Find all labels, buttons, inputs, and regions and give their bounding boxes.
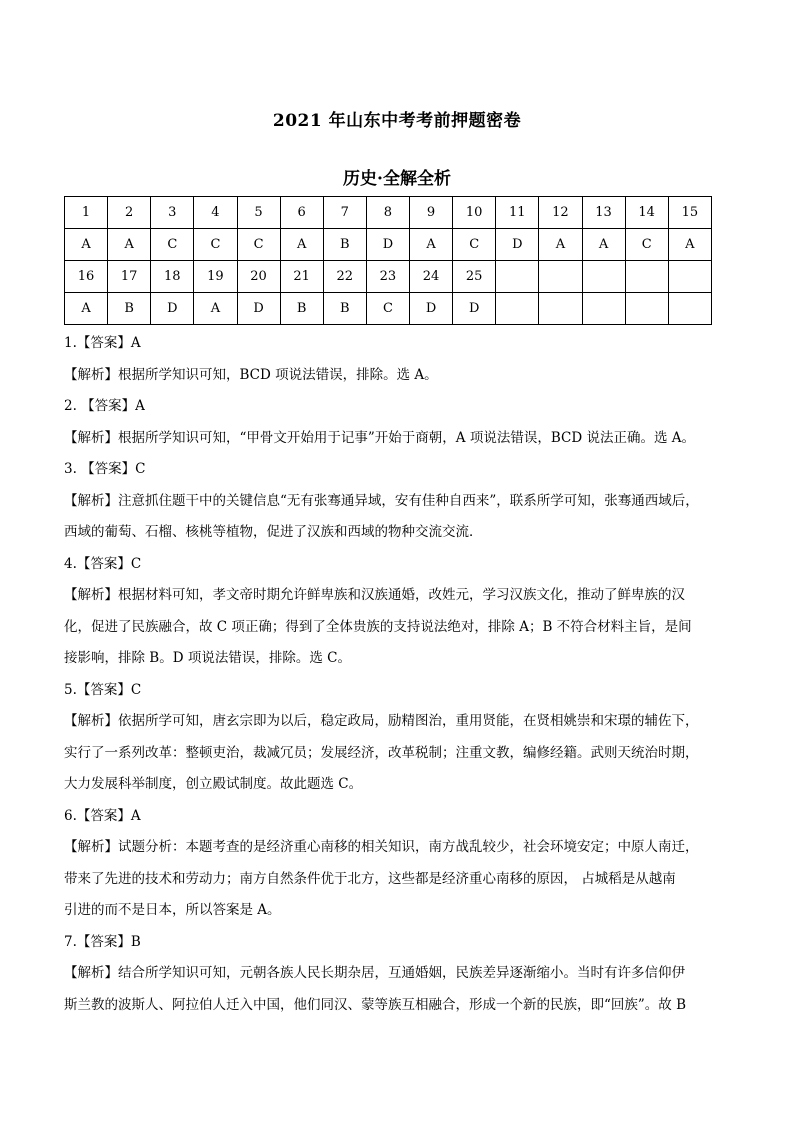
- question-number-cell: 11: [496, 197, 539, 229]
- answer-letter-cell: A: [539, 229, 582, 261]
- question-number-cell: 6: [280, 197, 323, 229]
- question-number-cell: 14: [625, 197, 668, 229]
- analysis-line: 【解析】结合所学知识可知，元朝各族人民长期杂居，互通婚姻，民族差异逐渐缩小。当时有许多信仰伊: [64, 965, 685, 981]
- answer-letter-cell: C: [237, 229, 280, 261]
- analysis-line: 斯兰教的波斯人、阿拉伯人迁入中国，他们同汉、蒙等族互相融合，形成一个新的民族，即“回族”。故 B: [64, 996, 687, 1013]
- question-number-cell: 15: [668, 197, 711, 229]
- question-number-cell: 3: [151, 197, 194, 229]
- question-number-cell: 25: [453, 261, 496, 293]
- question-number-cell: 24: [410, 261, 453, 293]
- answer-letter-cell: C: [453, 229, 496, 261]
- answer-letter-cell: B: [108, 293, 151, 325]
- answer-letter-cell: [539, 293, 582, 325]
- question-number-cell: 8: [366, 197, 409, 229]
- question-number-cell: [582, 261, 625, 293]
- question-number-cell: 17: [108, 261, 151, 293]
- question-number-cell: 21: [280, 261, 323, 293]
- analysis-line: 【解析】根据所学知识可知，“甲骨文开始用于记事”开始于商朝，A 项说法错误，BCD 说法正确。选 A。: [64, 429, 695, 446]
- answer-line: 5.【答案】C: [64, 681, 142, 698]
- answer-letter-cell: [625, 293, 668, 325]
- answer-letter-cell: A: [410, 229, 453, 261]
- answer-letter-cell: B: [280, 293, 323, 325]
- answer-line: 4.【答案】C: [64, 555, 142, 572]
- question-number-cell: 2: [108, 197, 151, 229]
- answer-table: [64, 196, 712, 325]
- question-number-cell: 16: [65, 261, 108, 293]
- solutions-body: [64, 328, 724, 1021]
- answer-letter-cell: B: [323, 229, 366, 261]
- question-number-cell: 20: [237, 261, 280, 293]
- answer-letter-cell: C: [625, 229, 668, 261]
- analysis-line: 【解析】注意抓住题干中的关键信息“无有张骞通异域，安有佳种自西来”，联系所学可知，张骞通西域后，: [64, 492, 699, 509]
- answer-letter-cell: A: [668, 229, 711, 261]
- analysis-line: 实行了一系列改革：整顿吏治，裁减冗员；发展经济，改革税制；注重文教，编修经籍。武则天统治时期，: [64, 744, 699, 761]
- question-number-row: [65, 261, 712, 293]
- answer-letter-cell: A: [65, 293, 108, 325]
- document-subtitle: 历史·全解全析: [343, 169, 451, 189]
- answer-line: 3. 【答案】C: [64, 461, 146, 477]
- analysis-line: 西域的葡萄、石榴、核桃等植物，促进了汉族和西域的物种交流交流．: [64, 524, 483, 540]
- question-number-cell: 5: [237, 197, 280, 229]
- question-number-cell: 13: [582, 197, 625, 229]
- question-number-cell: 7: [323, 197, 366, 229]
- answer-letter-cell: A: [280, 229, 323, 261]
- answer-letter-cell: D: [366, 229, 409, 261]
- answer-letter-row: [65, 293, 712, 325]
- analysis-line: 带来了先进的技术和劳动力；南方自然条件优于北方，这些都是经济重心南移的原因， 占城稻是从越南: [64, 870, 676, 887]
- answer-letter-cell: D: [410, 293, 453, 325]
- question-number-row: [65, 197, 712, 229]
- answer-letter-cell: A: [65, 229, 108, 261]
- analysis-line: 大力发展科举制度，创立殿试制度。故此题选 C。: [64, 776, 363, 792]
- answer-letter-cell: D: [151, 293, 194, 325]
- analysis-line: 【解析】试题分析：本题考查的是经济重心南移的相关知识，南方战乱较少，社会环境安定；中原人南迁，: [64, 839, 699, 855]
- analysis-line: 引进的而不是日本，所以答案是 A。: [64, 902, 281, 918]
- question-number-cell: [496, 261, 539, 293]
- question-number-cell: 4: [194, 197, 237, 229]
- question-number-cell: 1: [65, 197, 108, 229]
- answer-letter-cell: D: [496, 229, 539, 261]
- answer-letter-cell: A: [108, 229, 151, 261]
- answer-letter-cell: [582, 293, 625, 325]
- analysis-line: 接影响，排除 B。D 项说法错误，排除。选 C。: [64, 650, 351, 666]
- question-number-cell: 10: [453, 197, 496, 229]
- question-number-cell: [668, 261, 711, 293]
- question-number-cell: [539, 261, 582, 293]
- question-number-cell: 9: [410, 197, 453, 229]
- answer-letter-cell: D: [237, 293, 280, 325]
- answer-line: 7.【答案】B: [64, 933, 141, 950]
- answer-line: 6.【答案】A: [64, 807, 141, 824]
- analysis-line: 化，促进了民族融合，故 C 项正确；得到了全体贵族的支持说法绝对，排除 A；B 不符合材料主旨，是间: [64, 618, 692, 635]
- analysis-line: 【解析】根据所学知识可知，BCD 项说法错误，排除。选 A。: [64, 366, 438, 383]
- answer-letter-cell: A: [194, 293, 237, 325]
- question-number-cell: [625, 261, 668, 293]
- question-number-cell: 22: [323, 261, 366, 293]
- answer-line: 2. 【答案】A: [64, 398, 145, 414]
- question-number-cell: 18: [151, 261, 194, 293]
- analysis-line: 【解析】根据材料可知，孝文帝时期允许鲜卑族和汉族通婚，改姓元，学习汉族文化，推动了鲜卑族的汉: [64, 587, 685, 603]
- answer-letter-row: [65, 229, 712, 261]
- answer-letter-cell: [496, 293, 539, 325]
- question-number-cell: 19: [194, 261, 237, 293]
- answer-letter-cell: C: [366, 293, 409, 325]
- answer-letter-cell: C: [194, 229, 237, 261]
- answer-line: 1.【答案】A: [64, 335, 141, 351]
- answer-letter-cell: C: [151, 229, 194, 261]
- answer-letter-cell: A: [582, 229, 625, 261]
- question-number-cell: 12: [539, 197, 582, 229]
- answer-letter-cell: [668, 293, 711, 325]
- answer-letter-cell: B: [323, 293, 366, 325]
- document-title: 2021 年山东中考考前押题密卷: [272, 111, 522, 131]
- question-number-cell: 23: [366, 261, 409, 293]
- analysis-line: 【解析】依据所学可知，唐玄宗即为以后，稳定政局，励精图治，重用贤能，在贤相姚崇和宋璟的辅佐下，: [64, 713, 699, 729]
- answer-letter-cell: D: [453, 293, 496, 325]
